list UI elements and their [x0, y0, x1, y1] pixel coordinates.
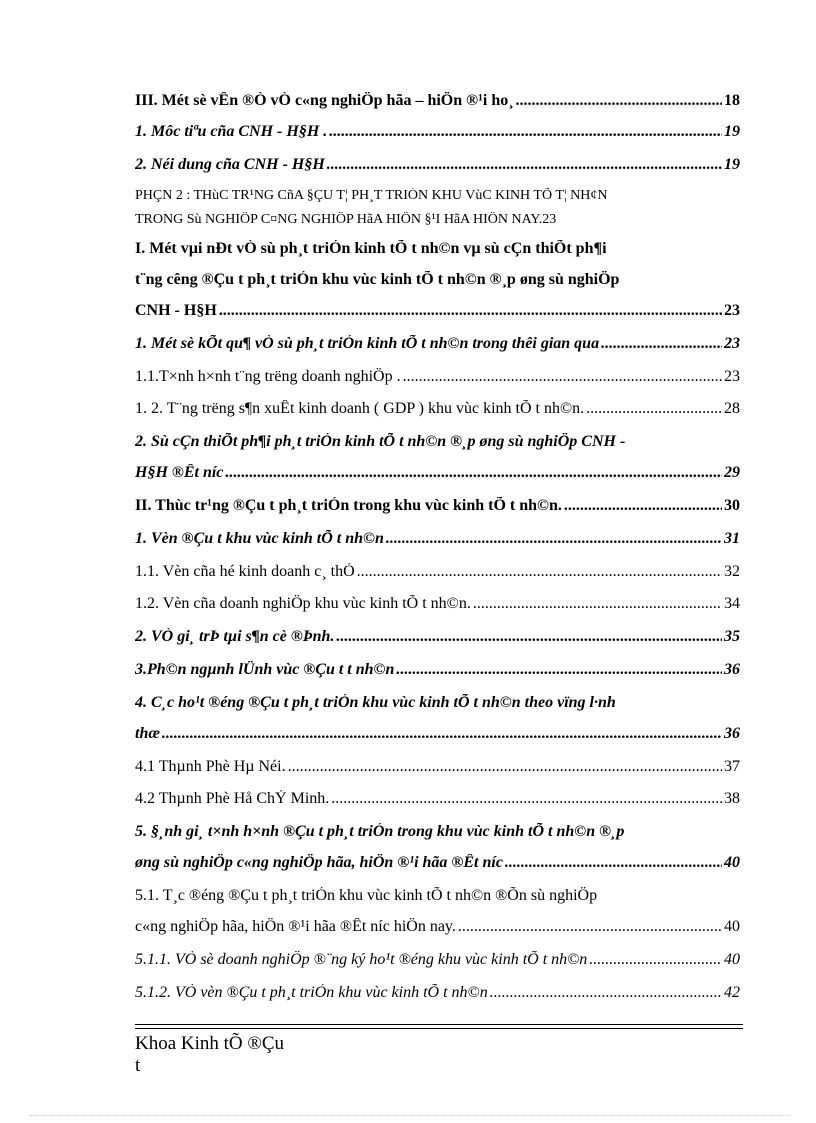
toc-entry-text: thæ — [135, 725, 160, 742]
toc-entry-page: 37 — [724, 758, 740, 775]
toc-entry — [135, 790, 740, 821]
toc-entry-text: 5.1. T¸c ®éng ®Çu t ph¸t triÓn khu vùc kinh tÕ t nh©n ®Õn sù nghiÖp — [135, 887, 598, 904]
toc-entry-text: II. Thùc tr¹ng ®Çu t ph¸t triÓn trong khu vùc kinh tÕ t nh©n. — [135, 497, 562, 514]
toc-entry-text: 1. Mét sè kÕt qu¶ vÒ sù ph¸t triÓn kinh tÕ t nh©n trong thêi gian qua — [135, 335, 600, 352]
toc-entry-page: 30 — [724, 497, 740, 514]
toc-entry-text: 3.Ph©n ngµnh lÜnh vùc ®Çu t t nh©n — [135, 661, 395, 678]
toc-entry-text: III. Mét sè vÊn ®Ò vÒ c«ng nghiÖp hãa – hiÖn ®¹i ho¸ — [135, 92, 514, 109]
toc-part-heading: TRONG Sù NGHIÖP C¤NG NGHIÖP HãA HIÖN §¹I HãA HIÖN NAY.23 — [135, 212, 557, 227]
toc-entry-text: 5.1.2. VÒ vèn ®Çu t ph¸t triÓn khu vùc kinh tÕ t nh©n — [135, 984, 488, 1001]
toc-entry — [135, 661, 740, 692]
toc-entry-text: 1. Môc tiªu cña CNH - H§H . — [135, 123, 328, 140]
toc-entry — [135, 758, 740, 787]
toc-entry-page: 23 — [724, 335, 740, 352]
toc-entry — [135, 123, 740, 154]
toc-entry — [135, 400, 740, 431]
toc-entry-text: H§H ®Êt níc — [135, 464, 224, 481]
toc-entry — [135, 628, 740, 659]
toc-entry-page: 18 — [724, 92, 740, 109]
toc-entry-page: 19 — [724, 156, 740, 173]
toc-entry-text: I. Mét vµi nÐt vÒ sù ph¸t triÓn kinh tÕ t nh©n vµ sù cÇn thiÕt ph¶i — [135, 240, 607, 257]
toc-entry-page: 36 — [724, 661, 740, 678]
toc-entry — [135, 563, 740, 592]
toc-entry-page: 23 — [724, 368, 740, 385]
toc-entry — [135, 854, 740, 885]
toc-entry-page: 19 — [724, 123, 740, 140]
toc-entry-page: 38 — [724, 790, 740, 807]
toc-entry-text: 4.1 Thµnh Phè Hµ Néi. — [135, 758, 286, 775]
page-footer: Khoa Kinh tÕ ®Çu t — [135, 1033, 285, 1076]
toc-entry-text: 5. §¸nh gi¸ t×nh h×nh ®Çu t ph¸t triÓn trong khu vùc kinh tÕ t nh©n ®¸p — [135, 823, 625, 840]
toc-entry — [135, 530, 740, 561]
toc-entry-page: 29 — [724, 464, 740, 481]
toc-entry — [135, 725, 740, 756]
toc-entry-page: 40 — [724, 918, 740, 935]
toc-entry-page: 34 — [724, 595, 740, 612]
toc-entry-page: 35 — [724, 628, 740, 645]
toc-entry-text: t¨ng cêng ®Çu t ph¸t triÓn khu vùc kinh tÕ t nh©n ®¸p øng sù nghiÖp — [135, 271, 620, 288]
toc-entry-page: 31 — [724, 530, 740, 547]
toc-entry-page: 40 — [724, 951, 740, 968]
page-edge — [30, 1115, 790, 1116]
toc-entry-text: CNH - H§H — [135, 302, 217, 319]
toc-entry-text: 2. Néi dung cña CNH - H§H — [135, 156, 325, 173]
toc-entry-text: 5.1.1. VÒ sè doanh nghiÖp ®¨ng ký ho¹t ®éng khu vùc kinh tÕ t nh©n — [135, 951, 588, 968]
toc-entry — [135, 368, 740, 397]
toc-entry-text: 1. 2. T¨ng trëng s¶n xuÊt kinh doanh ( GDP ) khu vùc kinh tÕ t nh©n. — [135, 400, 585, 417]
toc-entry — [135, 464, 740, 495]
toc-entry — [135, 918, 740, 949]
toc-entry — [135, 92, 740, 121]
toc-entry-page: 32 — [724, 563, 740, 580]
toc-entry — [135, 595, 740, 626]
footer-divider — [135, 1028, 743, 1029]
toc-entry-page: 42 — [724, 984, 740, 1001]
toc-entry-text: 1.1.T×nh h×nh t¨ng trëng doanh nghiÖp . — [135, 368, 401, 385]
toc-entry — [135, 335, 740, 366]
toc-part-heading: PHÇN 2 : THùC TR¹NG CñA §ÇU T¦ PH¸T TRIÓN KHU VùC KINH TÕ T¦ NH¢N — [135, 188, 608, 203]
toc-entry-text: øng sù nghiÖp c«ng nghiÖp hãa, hiÖn ®¹i hãa ®Êt níc — [135, 854, 503, 871]
toc-entry — [135, 951, 740, 982]
toc-entry — [135, 497, 740, 528]
toc-entry-text: 1.1. Vèn cña hé kinh doanh c¸ thÓ — [135, 563, 355, 580]
toc-entry-text: 2. Sù cÇn thiÕt ph¶i ph¸t triÓn kinh tÕ t nh©n ®¸p øng sù nghiÖp CNH - — [135, 433, 626, 450]
toc-entry-page: 23 — [724, 302, 740, 319]
toc-entry-page: 36 — [724, 725, 740, 742]
toc-entry-text: 2. VÒ gi¸ trÞ tµi s¶n cè ®Þnh. — [135, 628, 335, 645]
toc-entry — [135, 984, 740, 1015]
toc-entry-page: 40 — [724, 854, 740, 871]
toc-entry-text: c«ng nghiÖp hãa, hiÖn ®¹i hãa ®Êt níc hiÖn nay. — [135, 918, 456, 935]
toc-entry-text: 1.2. Vèn cña doanh nghiÖp khu vùc kinh tÕ t nh©n. — [135, 595, 471, 612]
toc-entry — [135, 302, 740, 333]
toc-entry-text: 4.2 Thµnh Phè Hå ChÝ Minh. — [135, 790, 330, 807]
footer-divider — [135, 1024, 743, 1025]
toc-entry-text: 1. Vèn ®Çu t khu vùc kinh tÕ t nh©n — [135, 530, 384, 547]
table-of-contents — [135, 92, 740, 1015]
toc-entry — [135, 156, 740, 185]
toc-entry-text: 4. C¸c ho¹t ®éng ®Çu t ph¸t triÓn khu vùc kinh tÕ t nh©n theo vïng l·nh — [135, 694, 616, 711]
toc-entry-page: 28 — [724, 400, 740, 417]
